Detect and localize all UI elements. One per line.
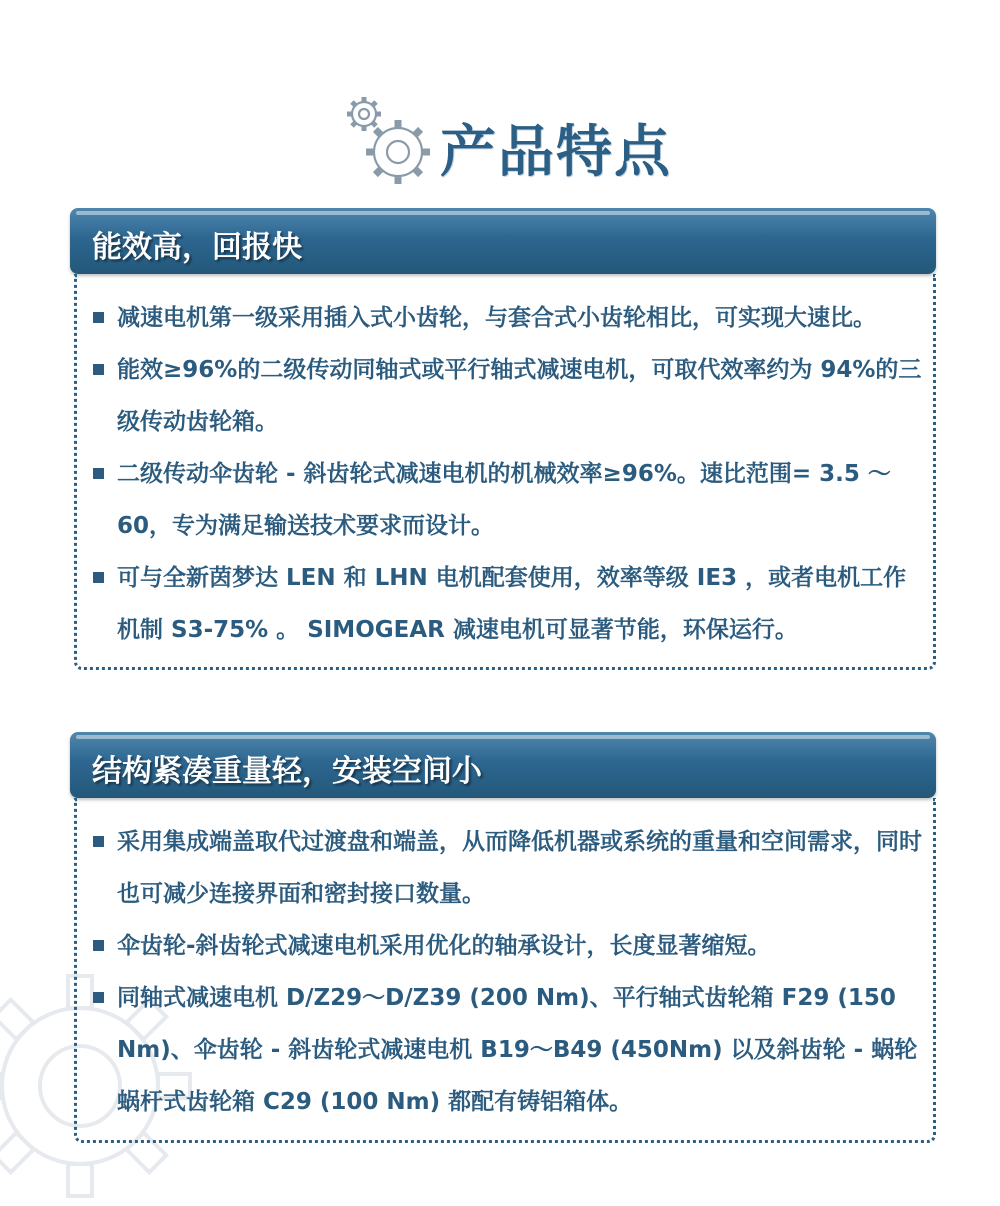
bullet-icon	[93, 468, 104, 479]
feature-list	[91, 292, 927, 656]
page-title: 产品特点	[440, 120, 672, 185]
feature-section-compact	[70, 732, 936, 1144]
feature-list	[91, 816, 927, 1128]
list-item: 能效≥96%的二级传动同轴式或平行轴式减速电机，可取代效率约为 94%的三级传动齿轮箱。	[91, 344, 927, 448]
bullet-icon	[93, 940, 104, 951]
list-item: 伞齿轮-斜齿轮式减速电机采用优化的轴承设计，长度显著缩短。	[91, 920, 927, 972]
section-title: 能效高，回报快	[92, 230, 302, 265]
bullet-icon	[93, 992, 104, 1003]
gears-icon	[340, 92, 438, 190]
list-item: 可与全新茵梦达 LEN 和 LHN 电机配套使用，效率等级 IE3 ，或者电机工作机制 S3-75% 。 SIMOGEAR 减速电机可显著节能，环保运行。	[91, 552, 927, 656]
list-item: 同轴式减速电机 D/Z29～D/Z39 (200 Nm)、平行轴式齿轮箱 F29 (150 Nm)、伞齿轮 - 斜齿轮式减速电机 B19～B49 (450Nm) 以及斜齿轮 - 蜗轮蜗杆式齿轮箱 C29 (100 Nm) 都配有铸铝箱体。	[91, 972, 927, 1128]
section-title-bar	[70, 732, 936, 798]
bullet-icon	[93, 572, 104, 583]
section-title-bar	[70, 208, 936, 274]
bullet-icon	[93, 364, 104, 375]
feature-section-efficiency	[70, 208, 936, 670]
list-item: 采用集成端盖取代过渡盘和端盖，从而降低机器或系统的重量和空间需求，同时也可减少连接界面和密封接口数量。	[91, 816, 927, 920]
page-header	[0, 92, 1000, 192]
section-content-box	[74, 274, 936, 670]
list-item: 二级传动伞齿轮 - 斜齿轮式减速电机的机械效率≥96%。速比范围= 3.5 ～ 60，专为满足输送技术要求而设计。	[91, 448, 927, 552]
bullet-icon	[93, 836, 104, 847]
section-title: 结构紧凑重量轻，安装空间小	[92, 754, 482, 789]
section-content-box	[74, 798, 936, 1143]
list-item: 减速电机第一级采用插入式小齿轮，与套合式小齿轮相比，可实现大速比。	[91, 292, 927, 344]
bullet-icon	[93, 312, 104, 323]
